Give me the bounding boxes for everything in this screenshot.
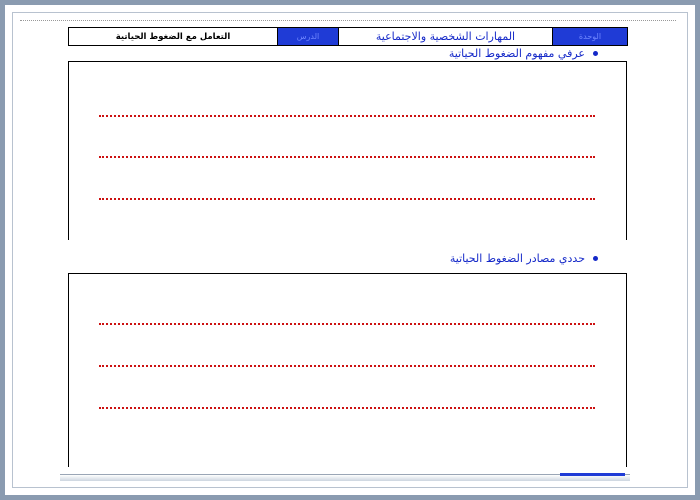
header-table <box>68 27 628 46</box>
question-1 <box>449 47 598 60</box>
answer-line[interactable] <box>99 115 595 117</box>
unit-title: المهارات الشخصية والاجتماعية <box>339 28 553 45</box>
unit-label: الوحدة <box>553 28 627 45</box>
top-divider <box>20 20 676 21</box>
bullet-icon <box>593 256 598 261</box>
bottom-accent <box>560 473 625 476</box>
answer-line[interactable] <box>99 156 595 158</box>
bullet-icon <box>593 51 598 56</box>
lesson-title: التعامل مع الضغوط الحياتية <box>69 28 278 45</box>
answer-line[interactable] <box>99 323 595 325</box>
answer-box-2[interactable] <box>68 273 627 467</box>
answer-line[interactable] <box>99 407 595 409</box>
bottom-bar <box>60 474 630 481</box>
question-2 <box>450 252 598 265</box>
question-2-text: حددي مصادر الضغوط الحياتية <box>449 252 585 265</box>
answer-box-1[interactable] <box>68 61 627 240</box>
answer-line[interactable] <box>99 198 595 200</box>
answer-line[interactable] <box>99 365 595 367</box>
question-1-text: عرفي مفهوم الضغوط الحياتية <box>448 47 585 60</box>
lesson-label: الدرس <box>278 28 339 45</box>
